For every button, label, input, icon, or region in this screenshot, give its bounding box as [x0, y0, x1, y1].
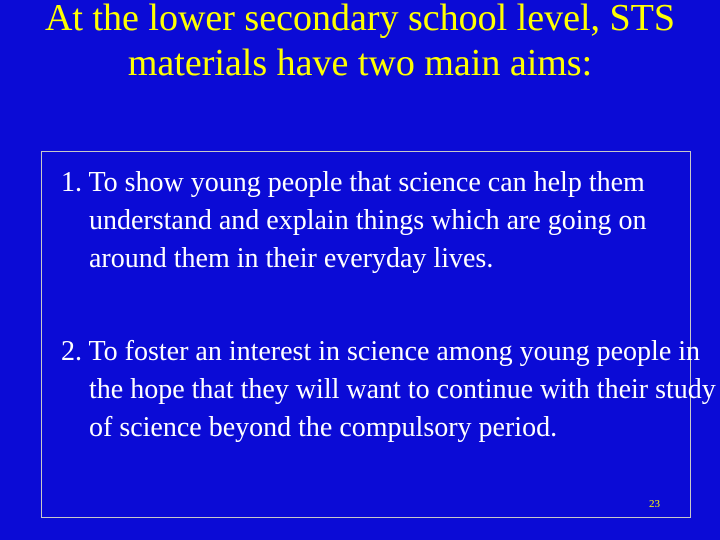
aim-item-1: 1. To show young people that science can help them understand and explain things which are going on around them in their everyday lives. — [61, 167, 647, 274]
slide-number: 23 — [649, 498, 660, 510]
content-box — [41, 151, 716, 518]
aim-item-2: 2. To foster an interest in science among young people in the hope that they will want to continue with their study of science beyond the compulsory period. — [61, 336, 716, 443]
slide-title: At the lower secondary school level, STS materials have two main aims: — [44, 0, 676, 84]
